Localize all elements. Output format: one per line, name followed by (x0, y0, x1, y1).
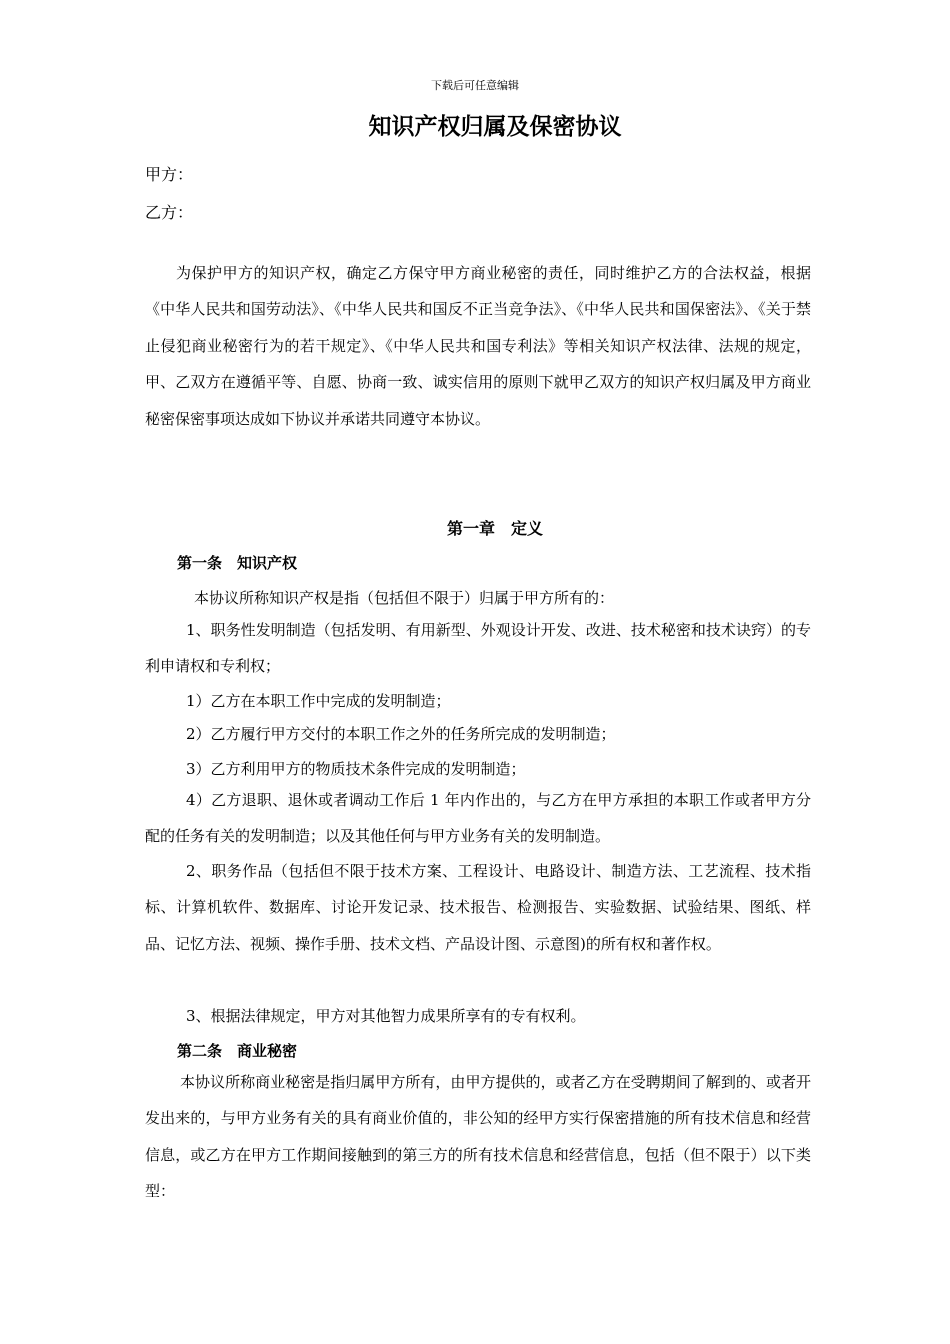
item-1-sub-2: 2）乙方履行甲方交付的本职工作之外的任务所完成的发明制造； (186, 725, 616, 743)
document-title: 知识产权归属及保密协议 (368, 114, 622, 140)
item-1-sub-4: 4）乙方退职、退休或者调动工作后 1 年内作出的，与乙方在甲方承担的本职工作或者甲方分配的任务有关的发明制造；以及其他任何与甲方业务有关的发明制造。 (145, 791, 811, 846)
article-1-heading: 第一条 知识产权 (177, 554, 298, 572)
item-1-sub-3: 3）乙方利用甲方的物质技术条件完成的发明制造； (186, 760, 526, 778)
chapter-heading: 第一章 定义 (446, 519, 543, 538)
article-1-intro: 本协议所称知识产权是指（包括但不限于）归属于甲方所有的： (194, 589, 615, 607)
item-1-sub-1: 1）乙方在本职工作中完成的发明制造； (186, 692, 451, 710)
item-2-paragraph: 2、职务作品（包括但不限于技术方案、工程设计、电路设计、制造方法、工艺流程、技术指标、计算机软件、数据库、讨论开发记录、技术报告、检测报告、实验数据、试验结果、图纸、样品、记忆方法、视频、操作手册、技术文档、产品设计图、示意图)的所有权和著作权。 (145, 862, 811, 953)
item-1-paragraph: 1、职务性发明制造（包括发明、有用新型、外观设计开发、改进、技术秘密和技术诀窍）的专利申请权和专利权； (145, 621, 811, 676)
item-3-line: 3、根据法律规定，甲方对其他智力成果所享有的专有权利。 (186, 1007, 586, 1025)
party-b-label: 乙方： (145, 203, 194, 222)
article-2-heading: 第二条 商业秘密 (177, 1042, 298, 1060)
party-a-label: 甲方： (145, 165, 194, 184)
article-2-paragraph: 本协议所称商业秘密是指归属甲方所有，由甲方提供的，或者乙方在受聘期间了解到的、或者开发出来的，与甲方业务有关的具有商业价值的，非公知的经甲方实行保密措施的所有技术信息和经营信息，或乙方在甲方工作期间接触到的第三方的所有技术信息和经营信息，包括（但不限于）以下类型： (145, 1073, 811, 1201)
header-note: 下载后可任意编辑 (431, 79, 519, 92)
preamble-paragraph: 为保护甲方的知识产权，确定乙方保守甲方商业秘密的责任，同时维护乙方的合法权益，根据《中华人民共和国劳动法》、《中华人民共和国反不正当竞争法》、《中华人民共和国保密法》、《关于禁止侵犯商业秘密行为的若干规定》、《中华人民共和国专利法》等相关知识产权法律、法规的规定，甲、乙双方在遵循平等、自愿、协商一致、诚实信用的原则下就甲乙双方的知识产权归属及甲方商业秘密保密事项达成如下协议并承诺共同遵守本协议。 (145, 264, 811, 428)
